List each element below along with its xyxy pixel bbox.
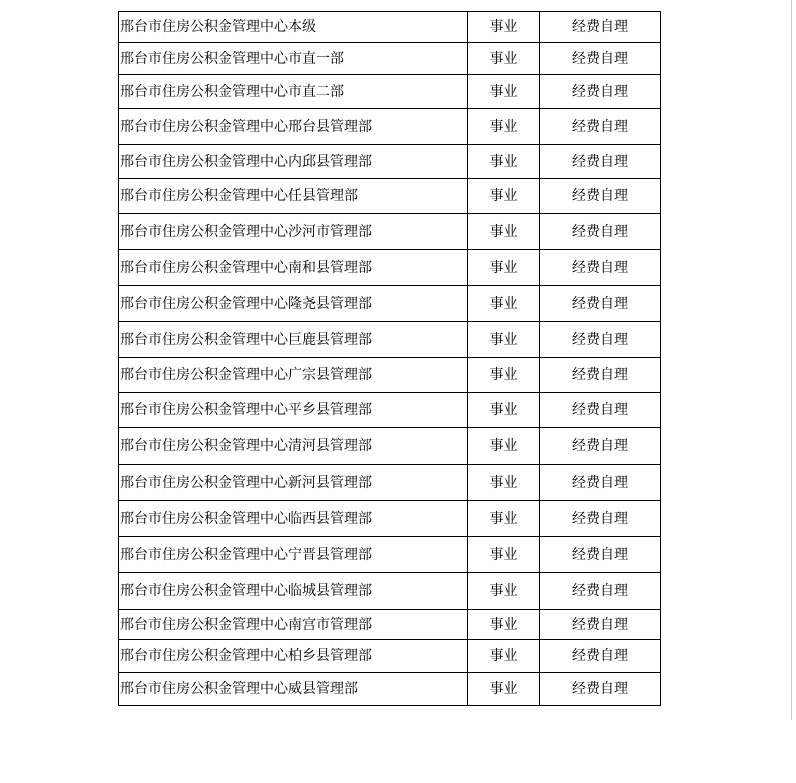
unit-type-cell: 事业 xyxy=(468,358,540,393)
funding-type-cell: 经费自理 xyxy=(540,109,661,145)
funding-type-cell: 经费自理 xyxy=(540,610,661,640)
table-row xyxy=(119,501,661,537)
table-row xyxy=(119,145,661,179)
table-row xyxy=(119,109,661,145)
unit-type-cell: 事业 xyxy=(468,465,540,501)
table-row xyxy=(119,610,661,640)
table-row xyxy=(119,250,661,286)
funding-type-cell: 经费自理 xyxy=(540,673,661,706)
unit-type-cell: 事业 xyxy=(468,640,540,673)
table-row xyxy=(119,673,661,706)
table-row xyxy=(119,12,661,43)
table-row xyxy=(119,75,661,109)
table-row xyxy=(119,573,661,610)
unit-name-cell: 邢台市住房公积金管理中心内邱县管理部 xyxy=(119,145,468,179)
unit-name-cell: 邢台市住房公积金管理中心南宫市管理部 xyxy=(119,610,468,640)
funding-type-cell: 经费自理 xyxy=(540,465,661,501)
unit-name-cell: 邢台市住房公积金管理中心任县管理部 xyxy=(119,179,468,214)
unit-name-cell: 邢台市住房公积金管理中心平乡县管理部 xyxy=(119,393,468,428)
table-row xyxy=(119,537,661,573)
table-row xyxy=(119,179,661,214)
table-row xyxy=(119,214,661,250)
unit-name-cell: 邢台市住房公积金管理中心巨鹿县管理部 xyxy=(119,322,468,358)
unit-type-cell: 事业 xyxy=(468,573,540,610)
funding-type-cell: 经费自理 xyxy=(540,75,661,109)
unit-name-cell: 邢台市住房公积金管理中心邢台县管理部 xyxy=(119,109,468,145)
funding-type-cell: 经费自理 xyxy=(540,537,661,573)
funding-type-cell: 经费自理 xyxy=(540,573,661,610)
unit-type-cell: 事业 xyxy=(468,179,540,214)
table-row xyxy=(119,358,661,393)
units-table-body xyxy=(119,12,661,706)
funding-type-cell: 经费自理 xyxy=(540,179,661,214)
unit-name-cell: 邢台市住房公积金管理中心市直二部 xyxy=(119,75,468,109)
unit-name-cell: 邢台市住房公积金管理中心南和县管理部 xyxy=(119,250,468,286)
unit-type-cell: 事业 xyxy=(468,610,540,640)
funding-type-cell: 经费自理 xyxy=(540,214,661,250)
funding-type-cell: 经费自理 xyxy=(540,145,661,179)
unit-type-cell: 事业 xyxy=(468,322,540,358)
unit-name-cell: 邢台市住房公积金管理中心市直一部 xyxy=(119,43,468,75)
table-row xyxy=(119,465,661,501)
table-row xyxy=(119,286,661,322)
unit-type-cell: 事业 xyxy=(468,250,540,286)
unit-name-cell: 邢台市住房公积金管理中心广宗县管理部 xyxy=(119,358,468,393)
funding-type-cell: 经费自理 xyxy=(540,358,661,393)
unit-name-cell: 邢台市住房公积金管理中心清河县管理部 xyxy=(119,428,468,465)
unit-type-cell: 事业 xyxy=(468,673,540,706)
table-row xyxy=(119,322,661,358)
unit-type-cell: 事业 xyxy=(468,43,540,75)
unit-name-cell: 邢台市住房公积金管理中心宁晋县管理部 xyxy=(119,537,468,573)
unit-name-cell: 邢台市住房公积金管理中心临西县管理部 xyxy=(119,501,468,537)
unit-name-cell: 邢台市住房公积金管理中心威县管理部 xyxy=(119,673,468,706)
unit-name-cell: 邢台市住房公积金管理中心临城县管理部 xyxy=(119,573,468,610)
unit-type-cell: 事业 xyxy=(468,501,540,537)
unit-type-cell: 事业 xyxy=(468,393,540,428)
funding-type-cell: 经费自理 xyxy=(540,250,661,286)
unit-name-cell: 邢台市住房公积金管理中心沙河市管理部 xyxy=(119,214,468,250)
unit-name-cell: 邢台市住房公积金管理中心柏乡县管理部 xyxy=(119,640,468,673)
unit-type-cell: 事业 xyxy=(468,145,540,179)
funding-type-cell: 经费自理 xyxy=(540,322,661,358)
unit-type-cell: 事业 xyxy=(468,537,540,573)
funding-type-cell: 经费自理 xyxy=(540,286,661,322)
unit-type-cell: 事业 xyxy=(468,109,540,145)
funding-type-cell: 经费自理 xyxy=(540,43,661,75)
unit-type-cell: 事业 xyxy=(468,75,540,109)
funding-type-cell: 经费自理 xyxy=(540,12,661,43)
unit-type-cell: 事业 xyxy=(468,214,540,250)
page-right-edge xyxy=(791,0,796,720)
unit-type-cell: 事业 xyxy=(468,428,540,465)
table-row xyxy=(119,43,661,75)
table-row xyxy=(119,428,661,465)
table-row xyxy=(119,640,661,673)
unit-name-cell: 邢台市住房公积金管理中心新河县管理部 xyxy=(119,465,468,501)
funding-type-cell: 经费自理 xyxy=(540,501,661,537)
unit-name-cell: 邢台市住房公积金管理中心本级 xyxy=(119,12,468,43)
table-row xyxy=(119,393,661,428)
unit-name-cell: 邢台市住房公积金管理中心隆尧县管理部 xyxy=(119,286,468,322)
funding-type-cell: 经费自理 xyxy=(540,640,661,673)
funding-type-cell: 经费自理 xyxy=(540,393,661,428)
funding-type-cell: 经费自理 xyxy=(540,428,661,465)
unit-type-cell: 事业 xyxy=(468,286,540,322)
unit-type-cell: 事业 xyxy=(468,12,540,43)
units-table xyxy=(118,11,661,706)
